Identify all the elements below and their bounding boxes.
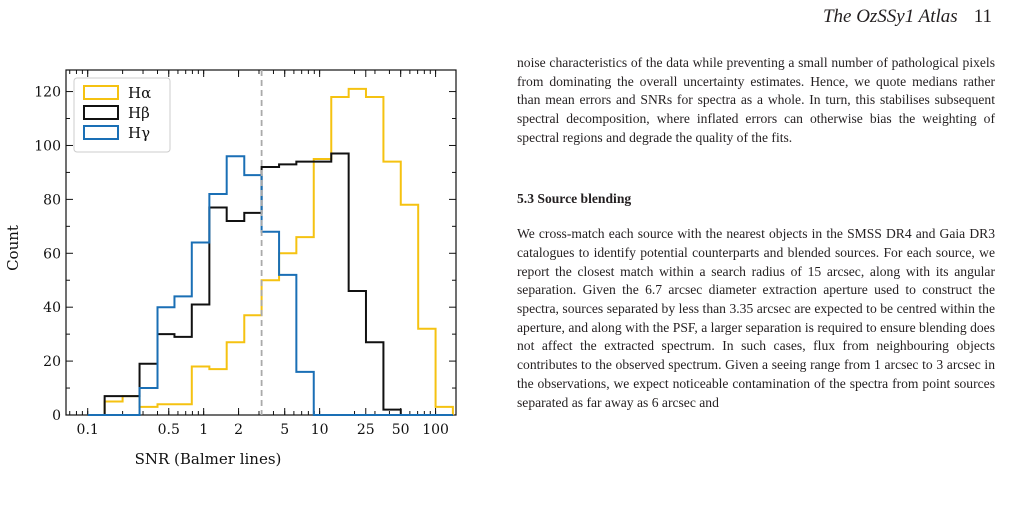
y-tick-label: 60	[43, 246, 61, 263]
y-tick-label: 0	[52, 408, 61, 424]
body-text	[517, 54, 995, 412]
x-tick-label: 0.5	[157, 422, 180, 438]
section-heading: 5.3 Source blending	[517, 190, 632, 206]
legend-label: Hα	[128, 84, 152, 102]
y-tick-label: 40	[43, 300, 61, 317]
series-3-step	[88, 156, 453, 415]
page-number: 11	[973, 6, 992, 27]
running-head	[823, 6, 992, 28]
x-tick-label: 2	[234, 422, 244, 438]
x-tick-label: 50	[391, 422, 410, 438]
x-tick-label: 10	[310, 422, 329, 438]
y-tick-label: 120	[34, 84, 61, 101]
legend	[74, 78, 170, 152]
y-axis-label: Count	[4, 225, 22, 271]
series-2-step	[88, 154, 453, 415]
x-tick-label: 5	[280, 422, 290, 438]
x-tick-label: 0.1	[76, 422, 99, 438]
paragraph-source-blending: We cross-match each source with the nearest objects in the SMSS DR4 and Gaia DR3 catalogues to identify potential counterparts and blended sources. For each source, we report the closest match within a search radius of 15 arcsec, along with its angular separation. Given the 6.7 arcsec diameter extraction aperture used to construct the spectra, sources separated by less than 3.35 arcsec are expected to be centred within the aperture, and along with the PSF, a larger separation is required to ensure blending does not affect the extracted spectrum. In such cases, flux from neighbouring objects contributes to the observed spectrum. Given a seeing range from 1 arcsec to 3 arcsec in the observations, we expect noticeable contamination of the spectra from point sources separated as far away as 6 arcsec and	[517, 226, 995, 410]
legend-label: Hγ	[128, 124, 151, 142]
journal-title: The OzSSy1 Atlas	[822, 6, 958, 27]
y-tick-label: 100	[34, 138, 61, 155]
paragraph-continued: noise characteristics of the data while preventing a small number of pathological pixels from dominating the overall uncertainty estimates. Hence, we quote medians rather than mean errors and SNRs for spectra as a whole. In turn, this stabilises subsequent spectral decomposition, where inflated errors can otherwise bias the weighting of spectral regions and degrade the quality of the fits.	[517, 55, 995, 145]
y-tick-label: 20	[43, 354, 61, 371]
x-tick-label: 25	[356, 422, 375, 438]
x-tick-label: 1	[199, 422, 209, 438]
legend-box	[74, 78, 170, 152]
x-tick-label: 100	[422, 422, 449, 438]
x-axis-label: SNR (Balmer lines)	[134, 450, 282, 468]
y-tick-label: 80	[43, 192, 61, 209]
snr-histogram-figure	[0, 60, 505, 480]
legend-label: Hβ	[128, 104, 150, 122]
